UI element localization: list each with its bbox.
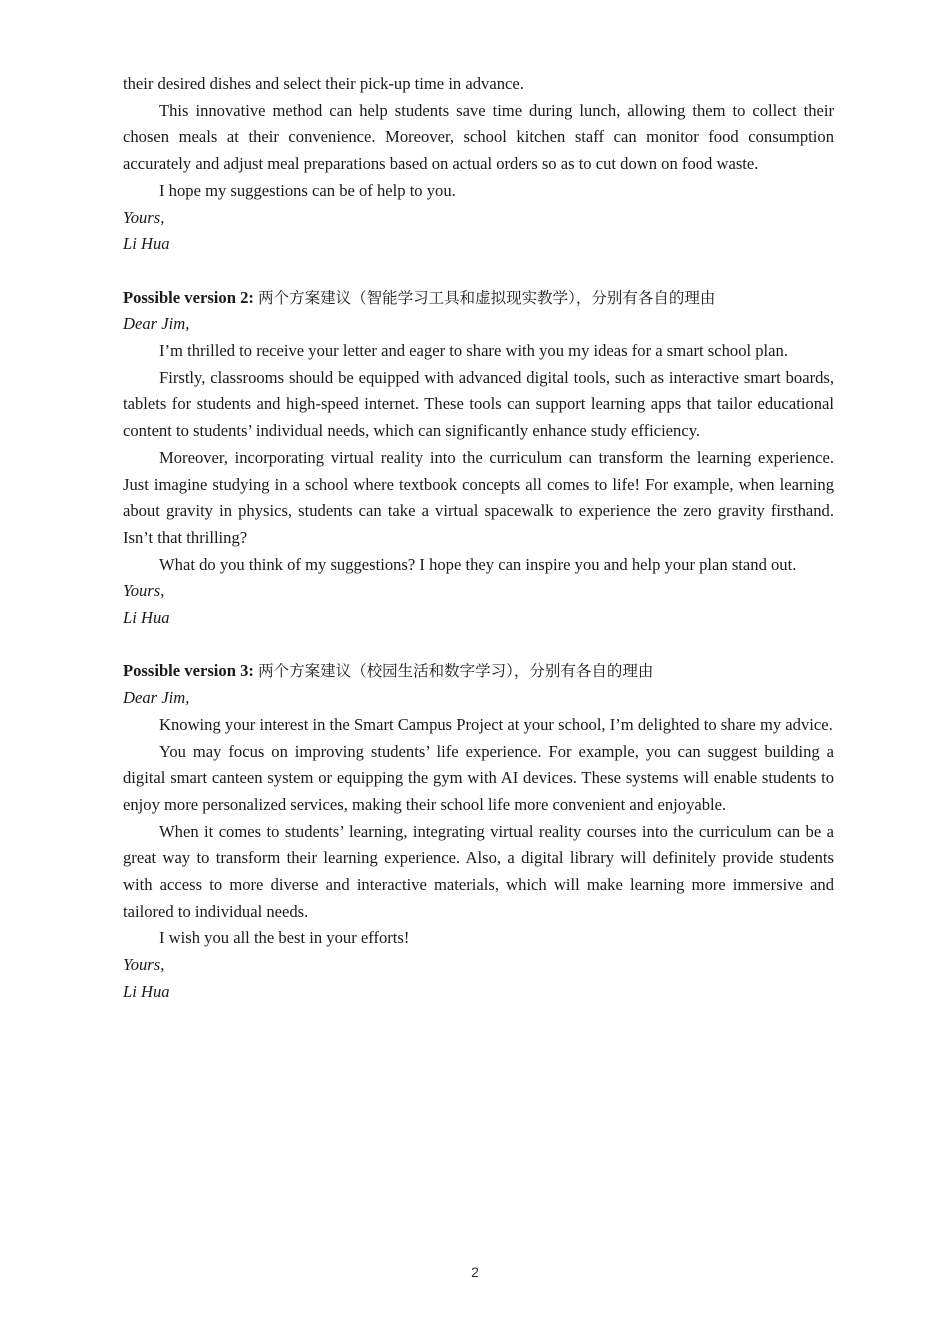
section-spacer	[123, 632, 834, 659]
version-2-paragraph-1: I’m thrilled to receive your letter and eager to share with you my ideas for a smart school plan.	[159, 341, 788, 361]
version-2-signature: Li Hua	[123, 608, 170, 628]
version-2-paragraph-4: What do you think of my suggestions? I hope they can inspire you and help your plan stand out.	[159, 554, 797, 574]
version-2-note: 两个方案建议（智能学习工具和虚拟现实教学），分别有各自的理由	[258, 288, 716, 307]
version-3-salutation: Dear Jim,	[123, 688, 190, 708]
document-body	[123, 71, 834, 1006]
version-3-paragraph-3: When it comes to students’ learning, integrating virtual reality courses into the curriculum can be a great way to transform their learning experience. Also, a digital library will definitely provide students with access to more diverse and interactive materials, which will make learning more immersive and tailored to individual needs.	[123, 821, 834, 921]
v1-closing: Yours,	[123, 207, 165, 227]
version-2-paragraph-2: Firstly, classrooms should be equipped with advanced digital tools, such as interactive smart boards, tablets for students and high-speed internet. These tools can support learning apps that tailor educational content to students’ individual needs, which can significantly enhance study efficiency.	[123, 367, 834, 441]
version-3-label: Possible version 3:	[123, 661, 254, 681]
version-3-paragraph-4: I wish you all the best in your efforts!	[159, 928, 410, 948]
version-3-paragraph-1: Knowing your interest in the Smart Campus Project at your school, I’m delighted to share my advice.	[159, 714, 833, 734]
version-2-salutation: Dear Jim,	[123, 314, 190, 334]
version-2-paragraph-3: Moreover, incorporating virtual reality into the curriculum can transform the learning experience. Just imagine studying in a school where textbook concepts all comes to life! For example, when learning about gravity in physics, students can take a virtual spacewalk to experience the zero gravity firsthand. Isn’t that thrilling?	[123, 447, 834, 547]
version-3-paragraph-2: You may focus on improving students’ life experience. For example, you can suggest building a digital smart canteen system or equipping the gym with AI devices. These systems will enable students to enjoy more personalized services, making their school life more convenient and enjoyable.	[123, 741, 834, 814]
version-3-signature: Li Hua	[123, 981, 170, 1001]
version-3-note: 两个方案建议（校园生活和数字学习），分别有各自的理由	[258, 662, 654, 681]
v1-paragraph-3: I hope my suggestions can be of help to you.	[159, 180, 456, 200]
version-2-label: Possible version 2:	[123, 287, 254, 307]
version-3-heading	[123, 658, 834, 685]
version-2-closing: Yours,	[123, 581, 165, 601]
page-number: 2	[471, 1264, 479, 1280]
version-2-heading	[123, 285, 834, 312]
version-3-closing: Yours,	[123, 955, 165, 975]
v1-paragraph-2: This innovative method can help students save time during lunch, allowing them to collect their chosen meals at their convenience. Moreover, school kitchen staff can monitor food consumption accurately and adjust meal preparations based on actual orders so as to cut down on food waste.	[123, 100, 834, 174]
section-spacer	[123, 258, 834, 285]
v1-continuation-line: their desired dishes and select their pick-up time in advance.	[123, 74, 524, 93]
v1-signature: Li Hua	[123, 234, 170, 254]
